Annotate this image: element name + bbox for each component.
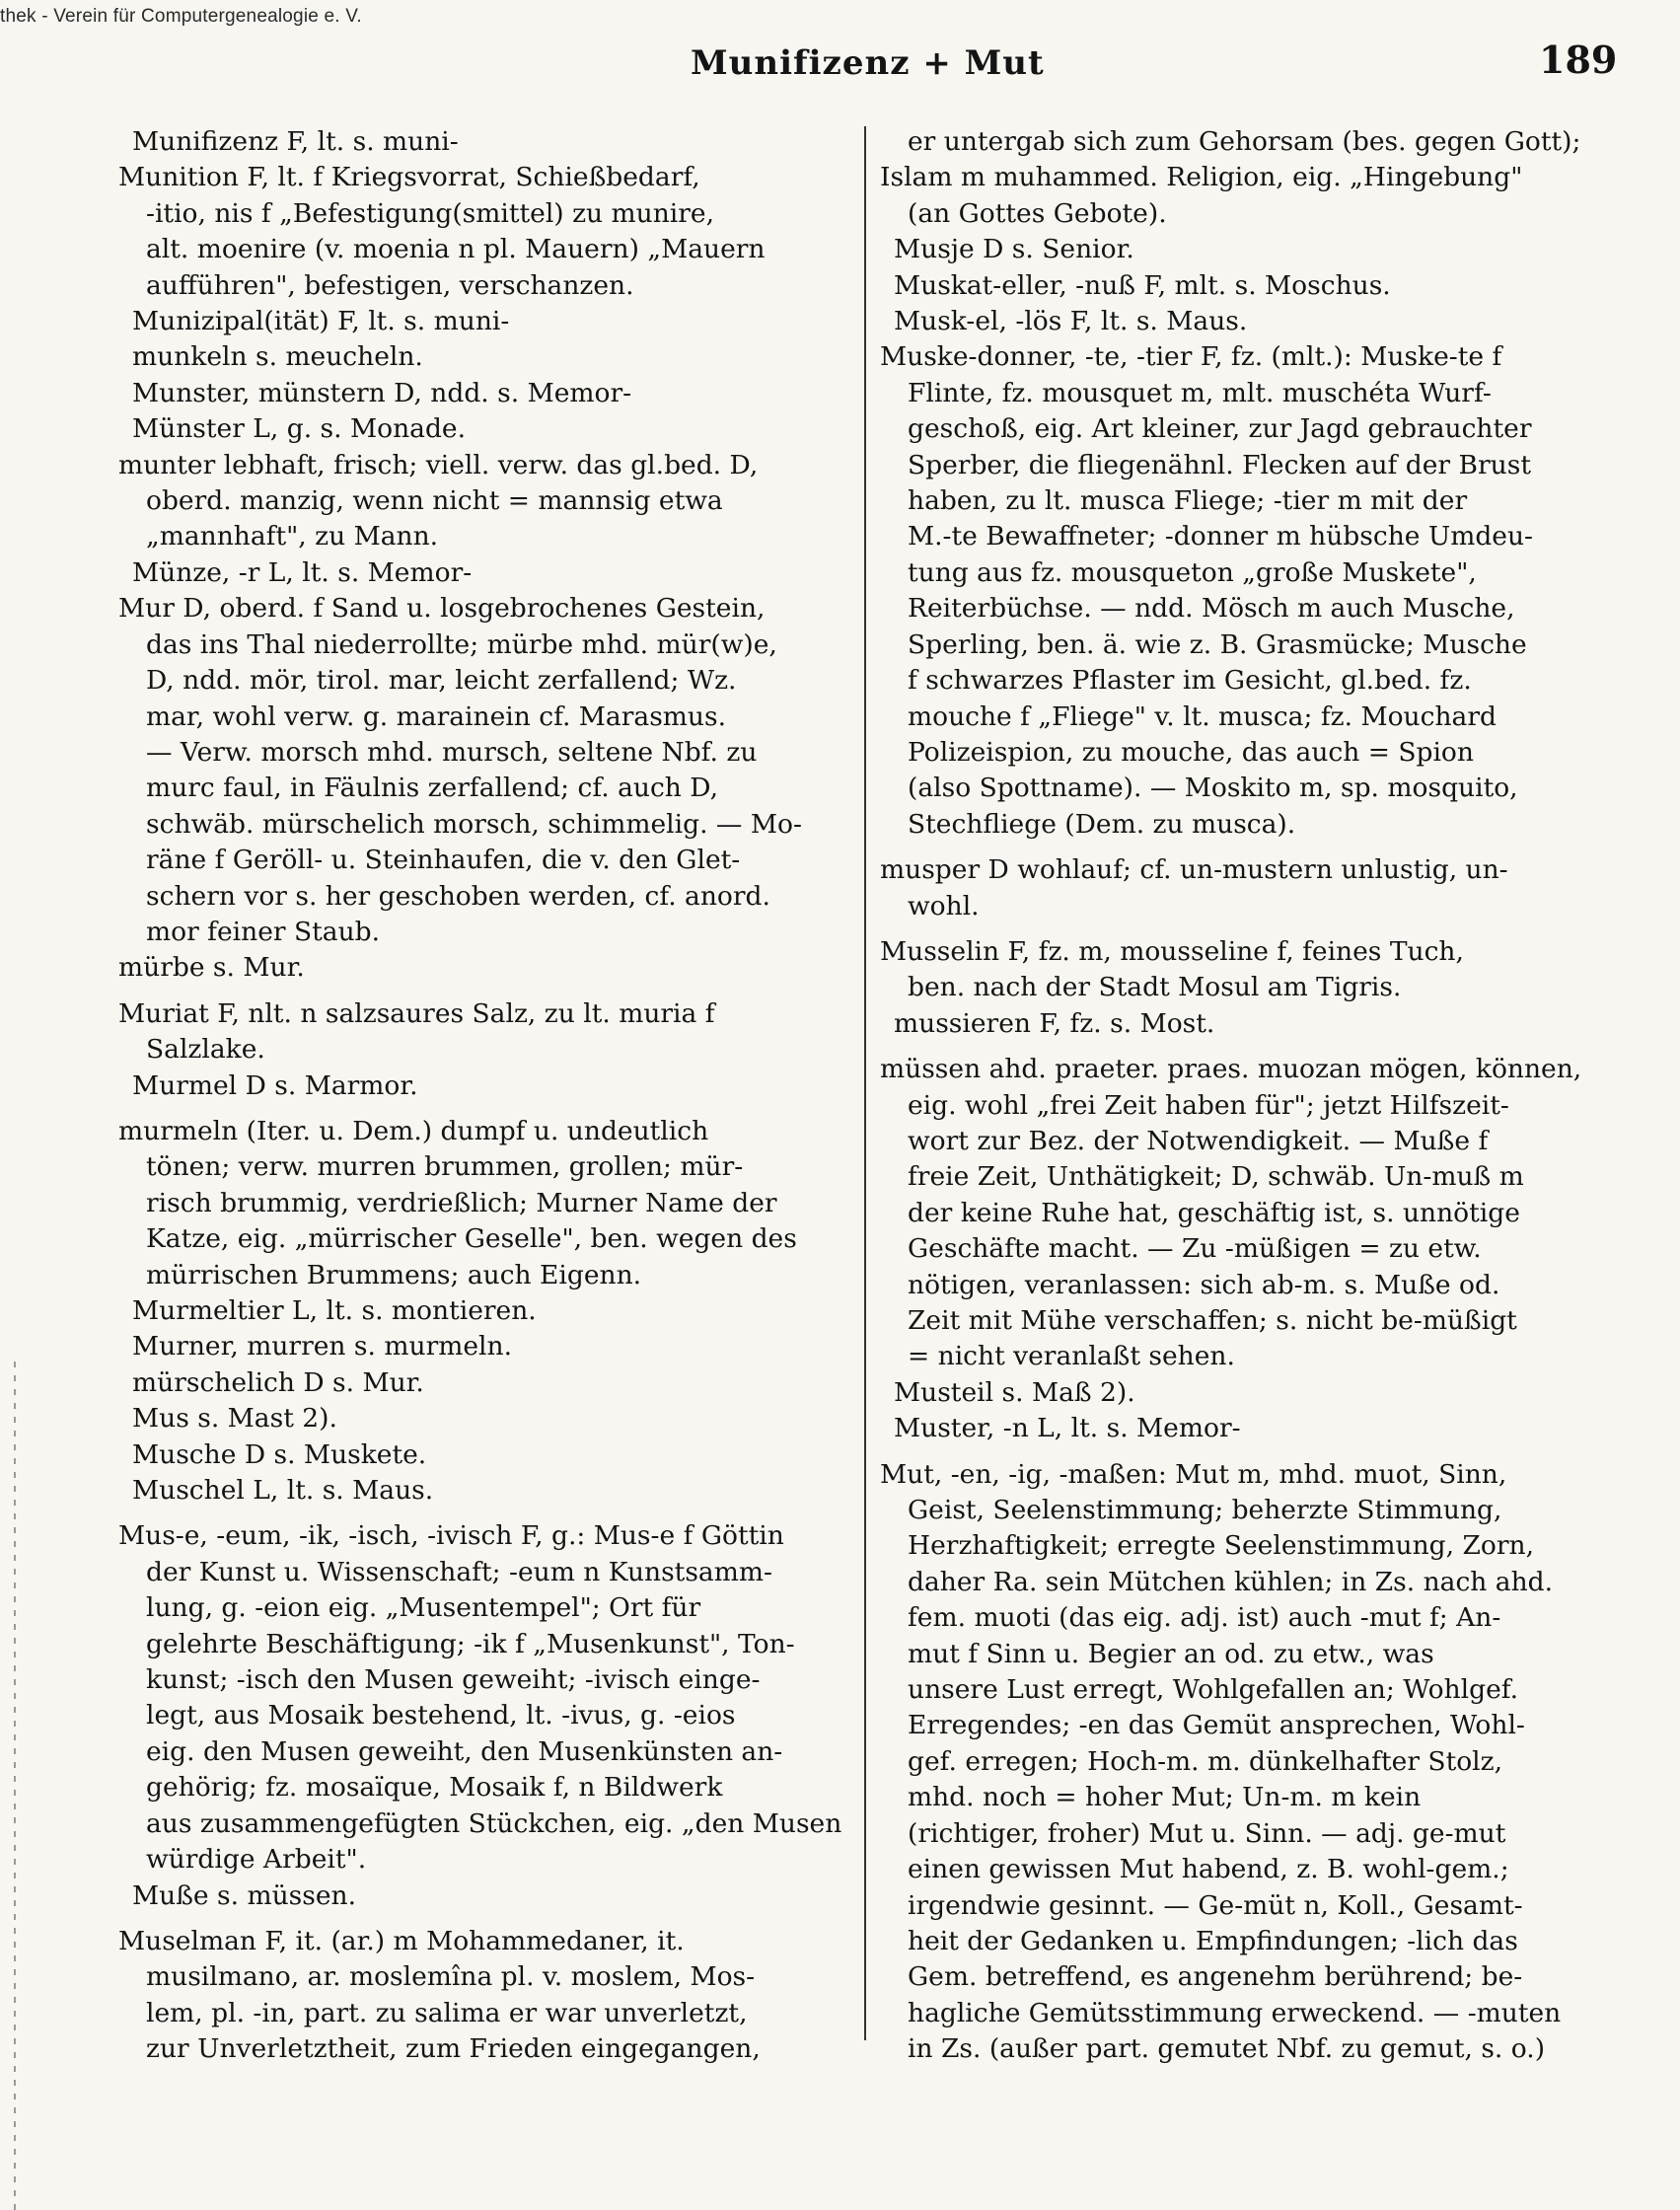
entry-line: zur Unverletztheit, zum Frieden eingegangen, (146, 2033, 761, 2065)
entry-line: Muße s. müssen. (132, 1879, 357, 1911)
entry-line: alt. moenire (v. moenia n pl. Mauern) „Mauern (146, 234, 766, 265)
entry-line: Geist, Seelenstimmung; beherzte Stimmung, (908, 1495, 1502, 1526)
entry-line: lung, g. -eion eig. „Musentempel"; Ort für (146, 1592, 701, 1624)
entry-line: — Verw. morsch mhd. mursch, seltene Nbf. zu (146, 736, 758, 768)
entry-line: mürschelich D s. Mur. (132, 1366, 424, 1398)
entry-line: gehörig; fz. mosaïque, Mosaik f, n Bildwerk (146, 1772, 723, 1804)
running-head: Munifizenz + Mut (691, 43, 1045, 83)
entry-line: in Zs. (außer part. gemutet Nbf. zu gemut, s. o.) (908, 2033, 1546, 2065)
entry-line: munkeln s. meucheln. (132, 341, 423, 373)
entry-line: heit der Gedanken u. Empfindungen; -lich das (908, 1925, 1518, 1956)
right-column (880, 124, 1628, 2068)
entry-line: Musche D s. Muskete. (132, 1438, 427, 1470)
entry-line: Herzhaftigkeit; erregte Seelenstimmung, Zorn, (908, 1530, 1535, 1562)
entry-line: geschoß, eig. Art kleiner, zur Jagd gebrauchter (908, 413, 1532, 445)
entry-line: tung aus fz. mousqueton „große Muskete", (908, 556, 1477, 588)
entry-line: = nicht veranlaßt sehen. (908, 1341, 1235, 1372)
entry-line: wort zur Bez. der Notwendigkeit. — Muße f (908, 1125, 1489, 1156)
entry-line: Munifizenz F, lt. s. muni- (132, 126, 459, 157)
entry-line: nötigen, veranlassen: sich ab-m. s. Muße od. (908, 1269, 1500, 1300)
entry-line: lem, pl. -in, part. zu salima er war unverletzt, (146, 1997, 748, 2028)
entry-line: Muriat F, nlt. n salzsaures Salz, zu lt. muria f (118, 997, 715, 1029)
entry-line: risch brummig, verdrießlich; Murner Name der (146, 1187, 777, 1218)
entry-line: f schwarzes Pflaster im Gesicht, gl.bed. fz. (908, 665, 1472, 697)
entry-line: (an Gottes Gebote). (908, 197, 1167, 229)
entry-line: (also Spottname). — Moskito m, sp. mosquito, (908, 773, 1518, 804)
entry-line: Sperber, die fliegenähnl. Flecken auf der Brust (908, 449, 1531, 480)
entry-line: das ins Thal niederrollte; mürbe mhd. mür(w)e, (146, 628, 777, 660)
entry-line: daher Ra. sein Mütchen kühlen; in Zs. nach ahd. (908, 1566, 1554, 1597)
entry-line: Mus-e, -eum, -ik, -isch, -ivisch F, g.: Mus-e f Göttin (118, 1520, 784, 1552)
entry-line: Muske-donner, -te, -tier F, fz. (mlt.): Muske-te f (880, 341, 1502, 373)
entry-line: Munizipal(ität) F, lt. s. muni- (132, 306, 510, 337)
entry-line: Mut, -en, -ig, -maßen: Mut m, mhd. muot, Sinn, (880, 1458, 1507, 1490)
entry-line: irgendwie gesinnt. — Ge-müt n, Koll., Gesamt- (908, 1889, 1523, 1921)
entry-line: Geschäfte macht. — Zu -müßigen = zu etw. (908, 1233, 1482, 1265)
entry-line: mut f Sinn u. Begier an od. zu etw., was (908, 1638, 1434, 1669)
entry-line: Gem. betreffend, es angenehm berührend; be- (908, 1961, 1523, 1993)
entry-line: Flinte, fz. mousquet m, mlt. muschéta Wurf- (908, 377, 1492, 408)
entry-line: „mannhaft", zu Mann. (146, 521, 439, 552)
entry-line: der keine Ruhe hat, geschäftig ist, s. unnötige (908, 1197, 1520, 1228)
entry-line: Musselin F, fz. m, mousseline f, feines Tuch, (880, 935, 1464, 967)
entry-line: D, ndd. mör, tirol. mar, leicht zerfallend; Wz. (146, 665, 737, 697)
entry-line: Zeit mit Mühe verschaffen; s. nicht be-müßigt (908, 1305, 1517, 1336)
entry-line: gelehrte Beschäftigung; -ik f „Musenkunst", Ton- (146, 1628, 795, 1659)
entry-line: hagliche Gemütsstimmung erweckend. — -muten (908, 1997, 1562, 2028)
entry-line: er untergab sich zum Gehorsam (bes. gegen Gott); (908, 126, 1581, 157)
entry-line: Musteil s. Maß 2). (894, 1376, 1135, 1408)
entry-line: Katze, eig. „mürrischer Geselle", ben. wegen des (146, 1223, 797, 1255)
entry-line: Islam m muhammed. Religion, eig. „Hingebung" (880, 162, 1523, 193)
library-watermark: thek - Verein für Computergenealogie e. V. (0, 6, 362, 27)
entry-line: wohl. (908, 890, 980, 921)
entry-line: Münster L, g. s. Monade. (132, 413, 467, 445)
entry-line: mhd. noch = hoher Mut; Un-m. m kein (908, 1782, 1422, 1813)
entry-line: kunst; -isch den Musen geweiht; -ivisch einge- (146, 1664, 761, 1696)
entry-line: müssen ahd. praeter. praes. muozan mögen, können, (880, 1054, 1582, 1085)
entry-line: aus zusammengefügten Stückchen, eig. „den Musen (146, 1807, 842, 1839)
entry-line: murc faul, in Fäulnis zerfallend; cf. auch D, (146, 773, 718, 804)
entry-line: Munster, münstern D, ndd. s. Memor- (132, 377, 632, 408)
entry-line: Muskat-eller, -nuß F, mlt. s. Moschus. (894, 269, 1391, 301)
entry-line: Mus s. Mast 2). (132, 1403, 337, 1435)
entry-line: ben. nach der Stadt Mosul am Tigris. (908, 972, 1402, 1003)
entry-line: murmeln (Iter. u. Dem.) dumpf u. undeutlich (118, 1115, 709, 1146)
entry-line: musper D wohlauf; cf. un-mustern unlustig, un- (880, 854, 1508, 886)
entry-line: mürbe s. Mur. (118, 952, 305, 984)
entry-line: mouche f „Fliege" v. lt. musca; fz. Mouchard (908, 700, 1497, 732)
entry-line: Reiterbüchse. — ndd. Mösch m auch Musche, (908, 593, 1515, 625)
entry-line: eig. den Musen geweiht, den Musenkünsten an- (146, 1735, 783, 1767)
entry-line: Murmel D s. Marmor. (132, 1069, 418, 1101)
entry-line: Muselman F, it. (ar.) m Mohammedaner, it. (118, 1925, 685, 1956)
entry-line: gef. erregen; Hoch-m. m. dünkelhafter Stolz, (908, 1745, 1503, 1777)
entry-line: räne f Geröll- u. Steinhaufen, die v. den Glet- (146, 845, 741, 876)
entry-line: Stechfliege (Dem. zu musca). (908, 808, 1296, 840)
entry-line: mar, wohl verw. g. marainein cf. Marasmus. (146, 700, 727, 732)
entry-line: Muschel L, lt. s. Maus. (132, 1475, 434, 1507)
entry-line: munter lebhaft, frisch; viell. verw. das gl.bed. D, (118, 449, 759, 480)
entry-line: eig. wohl „frei Zeit haben für"; jetzt Hilfszeit- (908, 1089, 1509, 1121)
entry-line: schwäb. mürschelich morsch, schimmelig. — Mo- (146, 808, 802, 840)
entry-line: mussieren F, fz. s. Most. (894, 1007, 1215, 1039)
entry-line: mor feiner Staub. (146, 916, 381, 947)
entry-line: unsere Lust erregt, Wohlgefallen an; Wohlgef. (908, 1674, 1519, 1706)
left-column (118, 124, 863, 2068)
entry-line: Musje D s. Senior. (894, 234, 1134, 265)
entry-line: legt, aus Mosaik bestehend, lt. -ivus, g. -eios (146, 1700, 736, 1731)
entry-line: musilmano, ar. moslemîna pl. v. moslem, Mos- (146, 1961, 756, 1993)
entry-line: freie Zeit, Unthätigkeit; D, schwäb. Un-muß m (908, 1161, 1524, 1193)
entry-line: (richtiger, froher) Mut u. Sinn. — adj. ge-mut (908, 1817, 1506, 1849)
entry-line: haben, zu lt. musca Fliege; -tier m mit der (908, 485, 1468, 517)
entry-line: oberd. manzig, wenn nicht = mannsig etwa (146, 485, 723, 517)
entry-line: Sperling, ben. ä. wie z. B. Grasmücke; Musche (908, 628, 1527, 660)
entry-line: Mur D, oberd. f Sand u. losgebrochenes Gestein, (118, 593, 766, 625)
entry-line: -itio, nis f „Befestigung(smittel) zu munire, (146, 197, 715, 229)
scan-edge-mark (14, 1362, 16, 2210)
column-rule (864, 126, 866, 2040)
entry-line: fem. muoti (das eig. adj. ist) auch -mut f; An- (908, 1602, 1501, 1634)
entry-line: Musk-el, -lös F, lt. s. Maus. (894, 306, 1248, 337)
entry-line: Polizeispion, zu mouche, das auch = Spion (908, 736, 1474, 768)
entry-line: Munition F, lt. f Kriegsvorrat, Schießbedarf, (118, 162, 700, 193)
entry-line: schern vor s. her geschoben werden, cf. anord. (146, 880, 770, 912)
entry-line: Murner, murren s. murmeln. (132, 1331, 513, 1363)
entry-line: M.-te Bewaffneter; -donner m hübsche Umdeu- (908, 521, 1534, 552)
entry-line: Erregendes; -en das Gemüt ansprechen, Wohl- (908, 1710, 1525, 1741)
entry-line: Muster, -n L, lt. s. Memor- (894, 1413, 1241, 1444)
entry-line: würdige Arbeit". (146, 1844, 367, 1876)
entry-line: einen gewissen Mut habend, z. B. wohl-gem.; (908, 1854, 1509, 1885)
entry-line: aufführen", befestigen, verschanzen. (146, 269, 634, 301)
entry-line: mürrischen Brummens; auch Eigenn. (146, 1259, 642, 1290)
entry-line: der Kunst u. Wissenschaft; -eum n Kunstsamm- (146, 1556, 772, 1587)
entry-line: Münze, -r L, lt. s. Memor- (132, 556, 473, 588)
entry-line: Salzlake. (146, 1034, 265, 1066)
entry-line: tönen; verw. murren brummen, grollen; mür- (146, 1151, 744, 1183)
entry-line: Murmeltier L, lt. s. montieren. (132, 1295, 537, 1326)
page-number: 189 (1539, 37, 1618, 82)
